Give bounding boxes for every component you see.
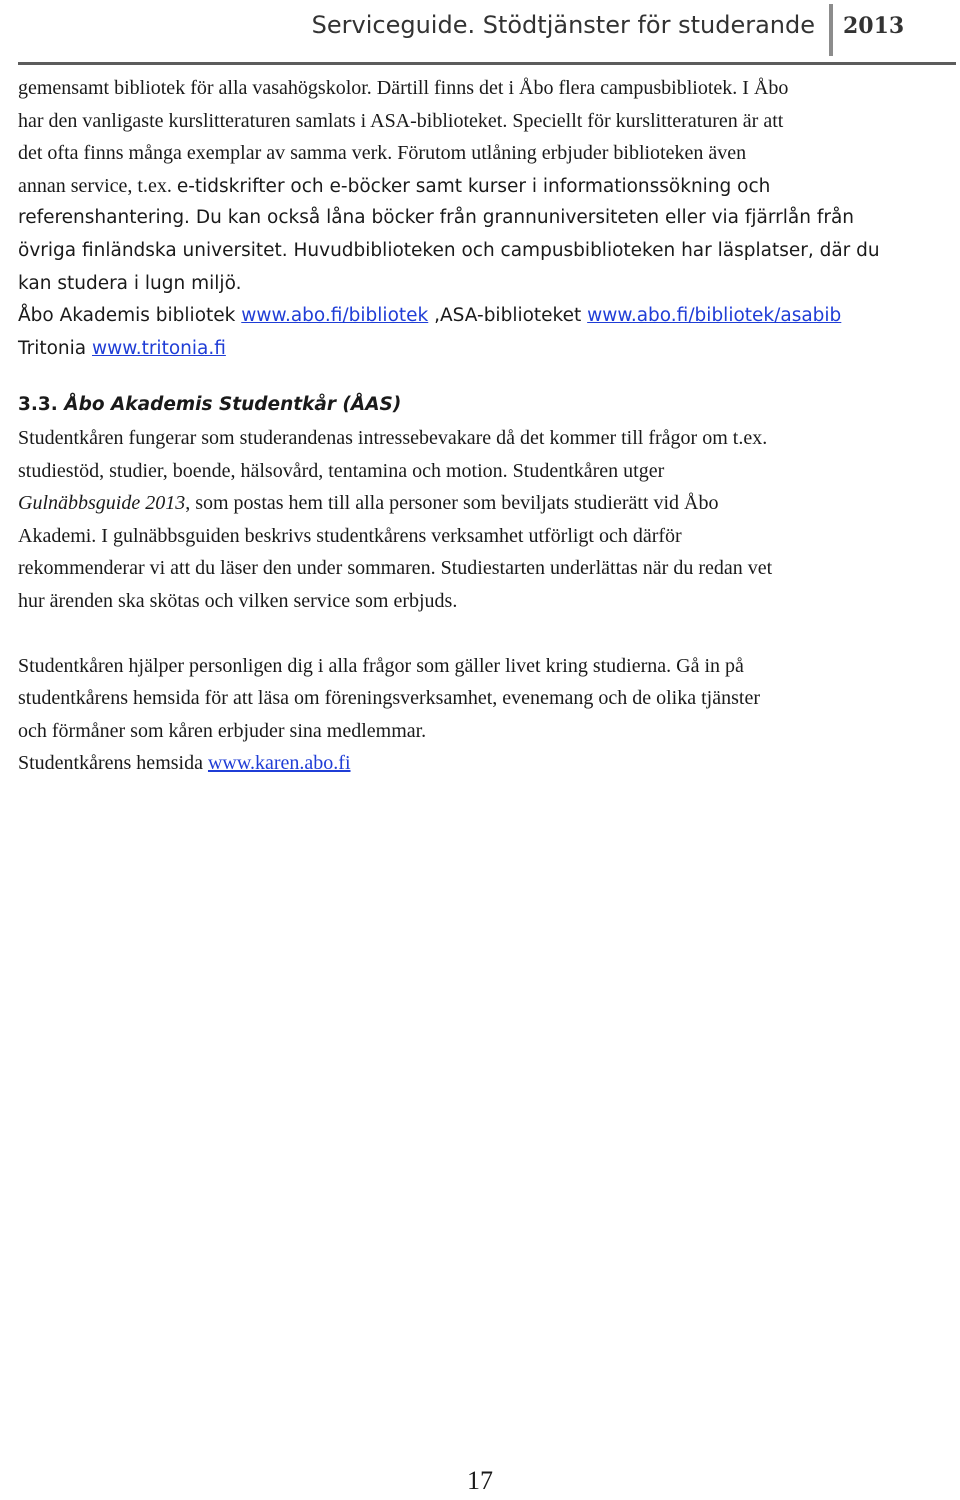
header-rule <box>18 62 956 65</box>
homepage-label: Studentkårens hemsida <box>18 752 203 775</box>
text-line: gemensamt bibliotek för alla vasahögskolor. Därtill finns det i Åbo flera campusbibliotek. I Åbo <box>18 77 789 99</box>
text-line: rekommenderar vi att du läser den under sommaren. Studiestarten underlättas när du redan vet <box>18 557 773 580</box>
homepage-line <box>18 747 943 780</box>
page-header <box>0 0 960 60</box>
text-span: e-tidskrifter och e-böcker samt kurser i informationssökning och <box>176 175 771 197</box>
text-line: har den vanligaste kurslitteraturen samlats i ASA-biblioteket. Speciellt för kurslitteraturen är att <box>18 109 784 132</box>
text-line <box>18 170 943 203</box>
header-title: Serviceguide. Stödtjänster för studerande <box>311 11 815 39</box>
text-span: annan service, t.ex. <box>18 174 172 197</box>
page-content <box>18 72 943 780</box>
paragraph-gap <box>18 618 943 650</box>
text-line: Studentkåren fungerar som studerandenas intressebevakare då det kommer till frågor om t.ex. <box>18 426 768 449</box>
tritonia-label: Tritonia <box>18 337 87 359</box>
abo-library-label: Åbo Akademis bibliotek <box>18 305 236 327</box>
text-line: studentkårens hemsida för att läsa om föreningsverksamhet, evenemang och de olika tjänster <box>18 687 760 710</box>
section-number: 3.3. <box>18 394 58 416</box>
tritonia-link[interactable]: www.tritonia.fi <box>92 337 226 359</box>
section-heading <box>18 389 943 422</box>
studentkar-help-paragraph <box>18 650 943 780</box>
text-line <box>18 202 943 235</box>
asa-library-link[interactable]: www.abo.fi/bibliotek/asabib <box>587 305 842 327</box>
abo-library-link[interactable]: www.abo.fi/bibliotek <box>241 305 429 327</box>
header-year: 2013 <box>843 13 905 39</box>
text-line: kan studera i lugn miljö. <box>18 272 242 294</box>
library-paragraph <box>18 72 943 365</box>
text-span: referenshantering. <box>18 207 190 229</box>
asa-library-label: ,ASA-biblioteket <box>434 305 582 327</box>
text-line: Akademi. I gulnäbbsguiden beskrivs studentkårens verksamhet utförligt och därför <box>18 524 682 547</box>
text-line: Studentkåren hjälper personligen dig i alla frågor som gäller livet kring studierna. Gå in på <box>18 654 744 677</box>
studentkar-paragraph <box>18 422 943 618</box>
guide-title: Gulnäbbsguide 2013 <box>18 492 186 515</box>
text-span: , som postas hem till alla personer som beviljats studierätt vid Åbo <box>185 492 719 515</box>
section-title: Åbo Akademis Studentkår (ÅAS) <box>64 394 402 416</box>
text-line <box>18 487 943 520</box>
text-line: studiestöd, studier, boende, hälsovård, tentamina och motion. Studentkåren utger <box>18 459 665 482</box>
text-span: Du kan också låna böcker från grannuniversiteten eller via fjärrlån från <box>195 207 855 229</box>
text-line: hur ärenden ska skötas och vilken service som erbjuds. <box>18 589 458 612</box>
page-number: 17 <box>467 1466 493 1495</box>
homepage-link[interactable]: www.karen.abo.fi <box>207 752 351 775</box>
header-divider <box>829 4 833 56</box>
text-line: det ofta finns många exemplar av samma verk. Förutom utlåning erbjuder biblioteken även <box>18 142 747 165</box>
tritonia-line <box>18 333 943 366</box>
text-line: övriga finländska universitet. Huvudbiblioteken och campusbiblioteken har läsplatser, där du <box>18 239 880 261</box>
text-line: och förmåner som kåren erbjuder sina medlemmar. <box>18 719 427 742</box>
library-links-line <box>18 300 943 333</box>
